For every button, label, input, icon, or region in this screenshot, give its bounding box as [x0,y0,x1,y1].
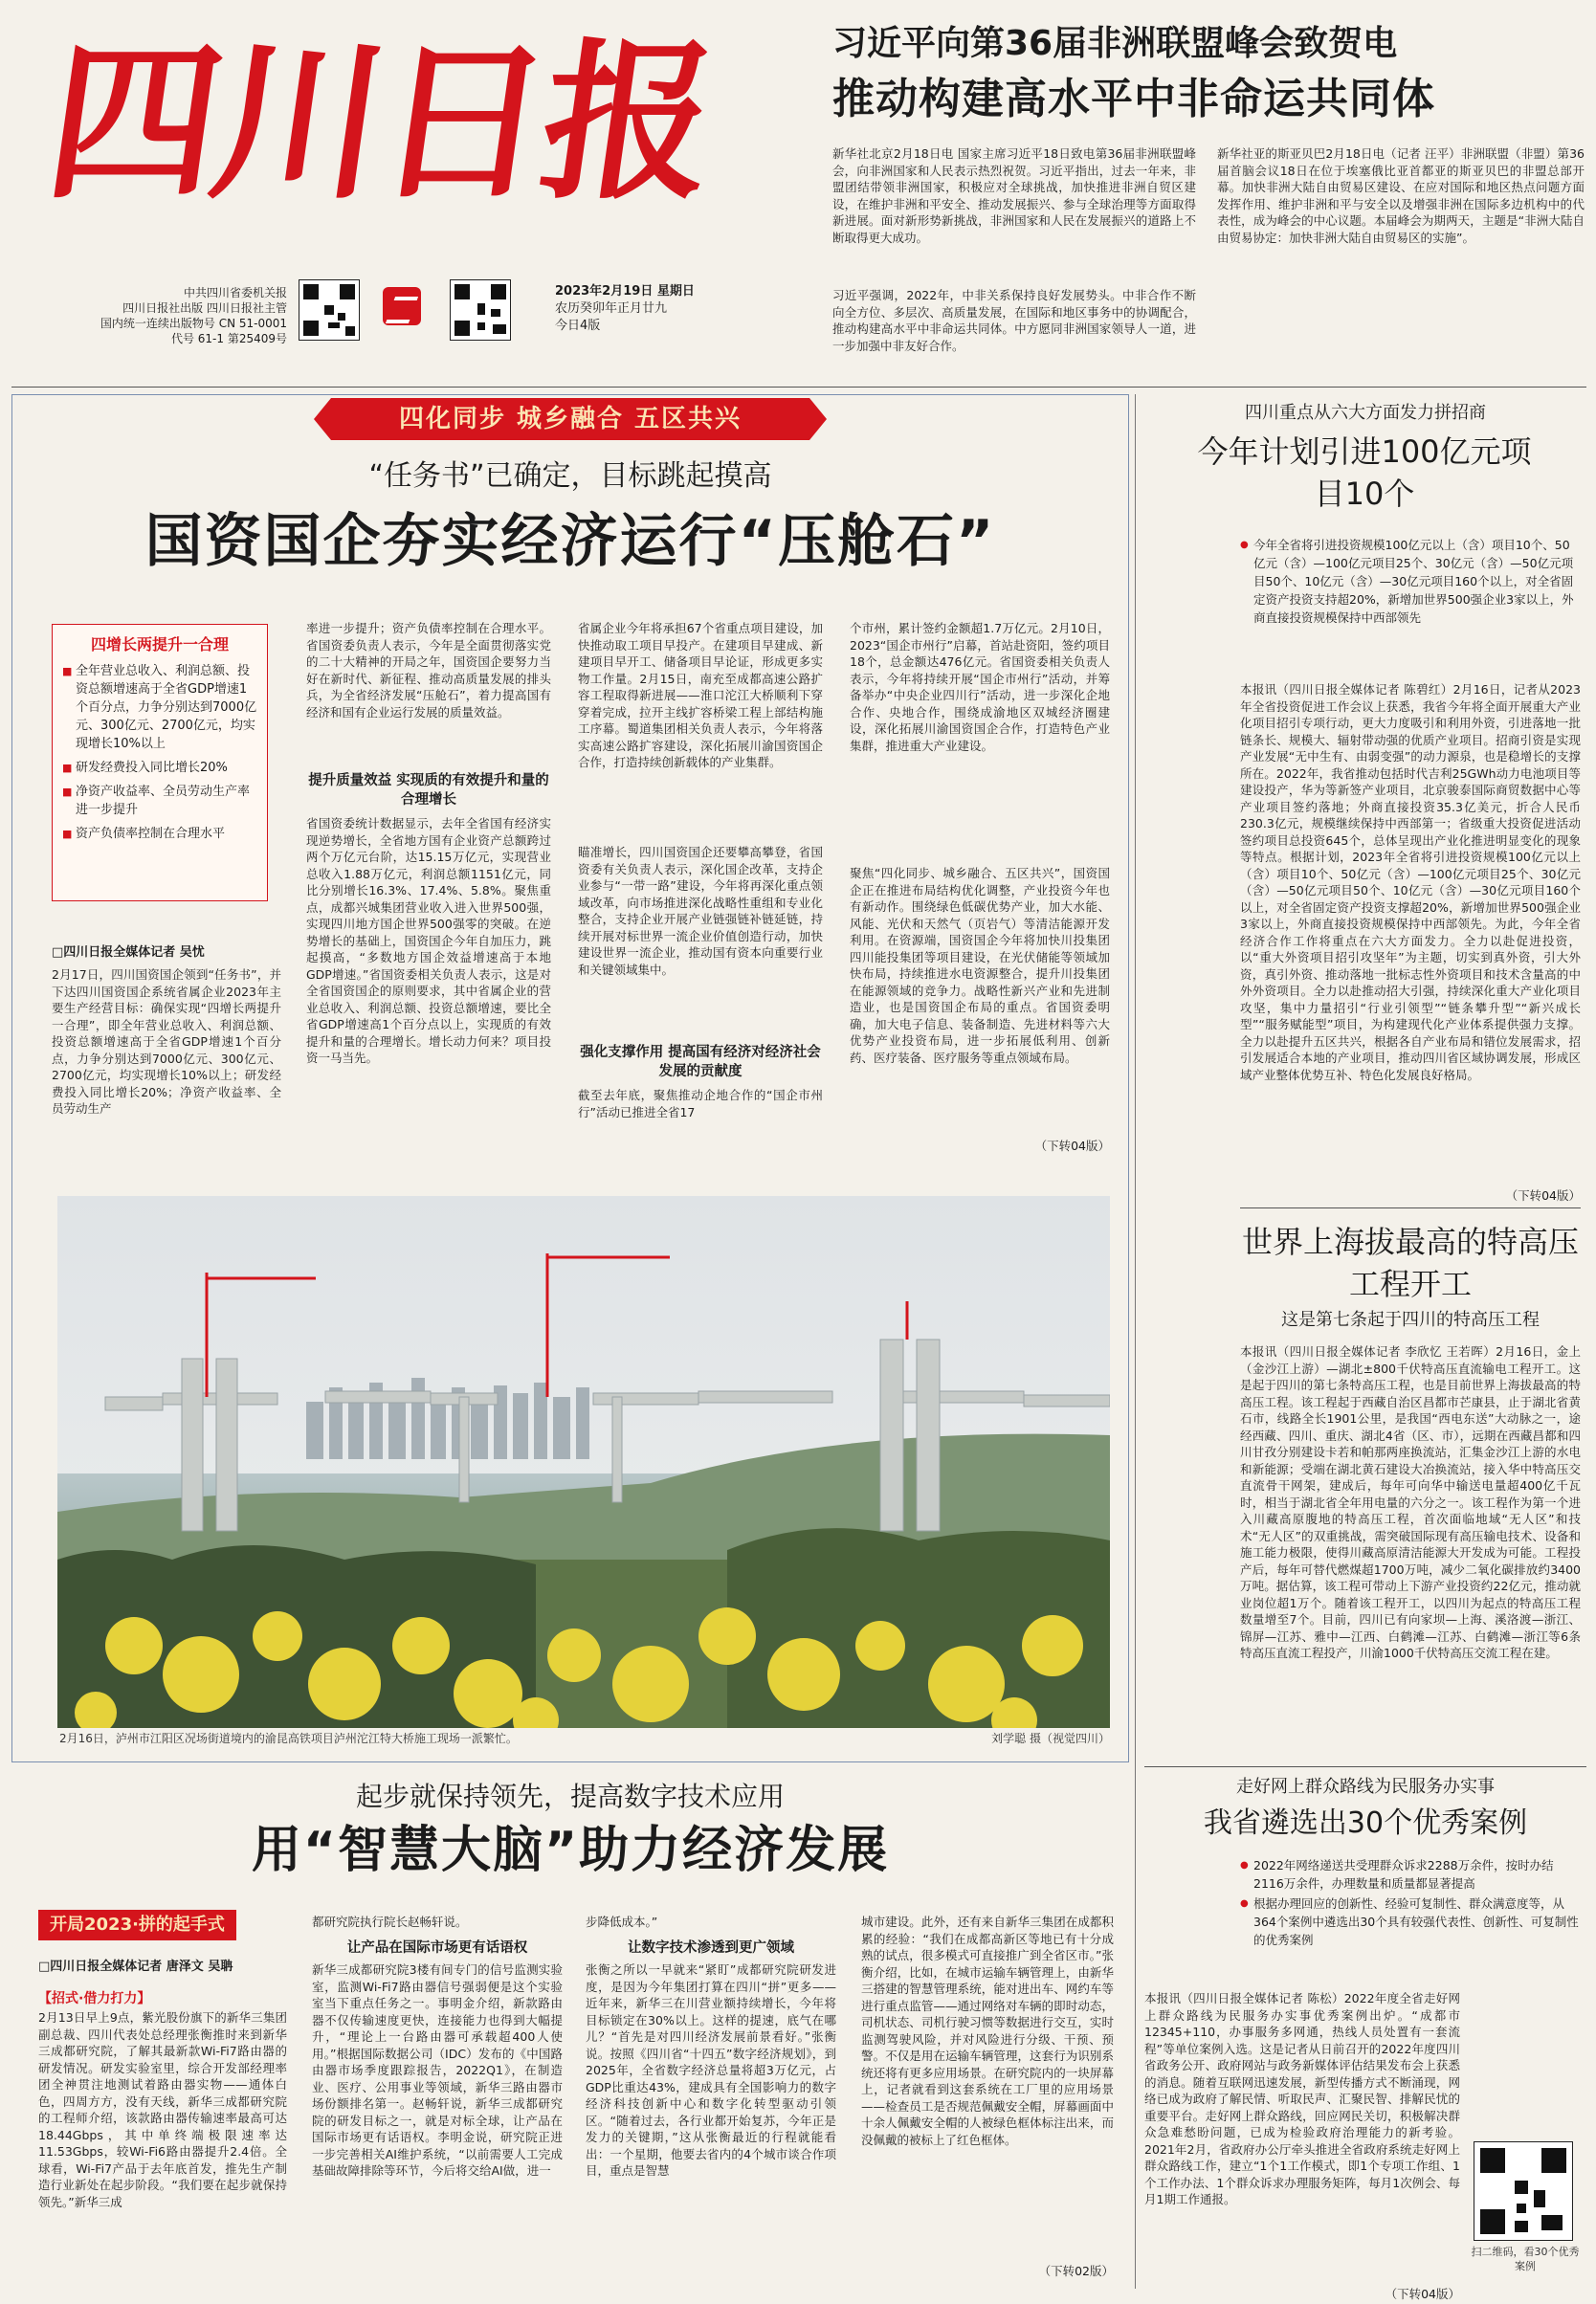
feature-turn: （下转04版） [1034,1139,1110,1153]
feature-col2a: 率进一步提升；资产负债率控制在合理水平。省国资委负责人表示，今年是全面贯彻落实党的二十大精神的开局之年，国资国企要努力当好在新时代、新征程、推动高质量发展的排头兵，为全省经济发展“压舱石”，着力提高国有经济和国有企业运行发展的质量效益。 [306,621,551,720]
right-mid-subhead: 这是第七条起于四川的特高压工程 [1281,1310,1540,1330]
second-byline: □四川日报全媒体记者 唐泽文 吴聃 [38,1960,233,1974]
second-col2-subhead: 让产品在国际市场更有话语权 [346,1940,528,1956]
feature-col2-subhead: 提升质量效益 实现质的有效提升和量的合理增长 [308,773,549,808]
qr-code-icon[interactable] [1474,2141,1573,2241]
right-top-body: 本报讯（四川日报全媒体记者 陈碧红）2月16日，记者从2023年全省投资促进工作会议上获悉，我省今年将全面开展重大产业化项目招引专项行动，更大力度吸引和利用外资，引进落地一批链条长、规模大、辐射带动强的优质产业项目。招商引资是实现产业发展“无中生有、由弱变强”的动力源泉，也是稳增长的支撑所在。2022年，我省推动包括时代吉利25GWh动力电池项目等建设投产，华为等新签产业项目，北京骏泰国际商贸数据中心等产业项目签约落地；外商直接投资35.3亿美元，折合人民币230.3亿元，规模继续保持中西部第一；省级重大投资促进活动签约项目总投资645个，总体呈现出产业化推进明显变化的现象等特点。根据计划，2023年全省将引进投资规模100亿元以上（含）项目10个、50亿元（含）—100亿元项目25个、30亿元（含）—50亿元项目50个、10亿元（含）—30亿元项目160个以上，对全省固定资产投资支撑超20%，新增加世界500强企业3家以上，外商直接投资规模保持中西部领先。为此，今年全省经济合作工作将重点在六大方面发力。全力以赴促进投资，以“重大外资项目招引攻坚年”为主题，切实到真外资，引大外资，真引外资、推动落地一批标志性外资项目和技术含量高的中外外资项目。全力以赴推动招大引强，持续深化重大产业化项目攻坚，集中力量招引“行业引领型”“链条攀升型”“新兴成长型”“服务赋能型”项目，为构建现代化产业体系提供强力支撑。全力以赴提升五区共兴，根据各自产业布局和错位发展需求，招引发展适合本地的产业项目，推动四川省区域协调发展，形成区域产业整体优势互补、特色化发展良好格局。 [1240,682,1581,1082]
second-col2b: 新华三成都研究院3楼有间专门的信号监测实验室，监测Wi-Fi7路由器信号强弱便是这个实验室当下重点任务之一。事明金介绍，新款路由器不仅传输速度更快，连接能力也得到大幅提升，“理论上一台路由器可承载超400人使用。”根据国际数据公司（IDC）发布的《中国路由器市场季度跟踪报告，2022Q1》，在制造业、医疗、公用事业等领域，新华三路由器市场份额排名第一。赵畅轩说，新华三成都研究院的研发目标之一，就是对标全球，让产品在国际市场更有话语权。李明金说，研究院正进一步完善相关AI维护系统，“以前需要人工完成基础故障排除等环节，今后将交给AI做，进一 [312,1962,563,2178]
pub-line: 代号 61-1 第25409号 [170,332,287,345]
feature-col3-subhead: 强化支撑作用 提高国有经济对经济社会发展的贡献度 [580,1045,821,1079]
series-tag: 开局2023·拼的起手式 [38,1910,236,1940]
top-story-col2: 习近平强调，2022年，中非关系保持良好发展势头。中非合作不断向全方位、多层次、高质量发展，在国际和地区事务中的协调配合，推动构建高水平中非命运共同体。中方愿同非洲国家领导人一道，进一步加强中非友好合作。 [832,288,1196,353]
publication-info [86,285,287,346]
second-headline: 用“智慧大脑”助力经济发展 [251,1822,890,1879]
photo-credit: 刘学聪 摄（视觉四川） [991,1732,1110,1745]
right-bottom-body: 本报讯（四川日报全媒体记者 陈松）2022年度全省走好网上群众路线为民服务办实事优秀案例出炉。“成都市12345+110，办事服务多网通，热线人员处置有一套流程”等单位案例入选。这是记者从日前召开的2022年度四川省政务公开、政府网站与政务新媒体评估结果发布会上获悉的消息。随着互联网迅速发展，新型传播方式不断涌现，网络已成为政府了解民情、听取民声、汇聚民智、排解民忧的重要平台。走好网上群众路线，回应网民关切，积极解决群众急难愁盼问题，已成为检验政府治理能力的新考验。2021年2月，省政府办公厅牵头推进全省政府系统走好网上群众路线工作，建立“1个1工作模式，即1个专项工作组、1个工作办法、1个群众诉求办理服务矩阵，每月1次例会、每月1期工作通报。 [1144,1991,1460,2206]
column-rule [1135,394,1136,2289]
feature-col4b: 聚焦“四化同步、城乡融合、五区共兴”，国资国企正在推进布局结构优化调整，产业投资今年也有新动作。围绕绿色低碳优势产业，加大水能、风能、光伏和天然气（页岩气）等清洁能源开发利用。在资源端，国资国企今年将加快川投集团四川能投集团等项目建设，在光伏储能等领域加快布局，持续推进水电资源整合，提升川投集团在能源领域的竞争力。战略性新兴产业和先进制造业，也是国资国企布局的重点。省国资委明确，加大电子信息、装备制造、先进材料等六大优势产业投资布局，进一步拓展低利用、创新药、医疗装备、医疗服务等重点领域布局。 [850,866,1110,1065]
pub-line: 国内统一连续出版物号 CN 51-0001 [100,317,287,330]
top-story-headline: 推动构建高水平中非命运共同体 [832,75,1435,123]
masthead-logo: 四川日报 [35,22,722,222]
top-story-col3: 新华社亚的斯亚贝巴2月18日电（记者 汪平）非洲联盟（非盟）第36届首脑会议18日在位于埃塞俄比亚首都亚的斯亚贝巴的非盟总部开幕。加快非洲大陆自由贸易区建设、在应对国际和地区热点问题方面发挥作用、维护非洲和平与安全以及增强非洲在国际多边机构中的代表性，成为峰会的中心议题。本届峰会为期两天，主题是“非洲大陆自由贸易协定：加快非洲大陆自由贸易区的实施”。 [1217,146,1585,245]
right-bottom-kicker: 走好网上群众路线为民服务办实事 [1236,1777,1495,1797]
right-bottom-turn: （下转04版） [1385,2287,1460,2301]
second-kicker: 起步就保持领先，提高数字技术应用 [355,1781,785,1812]
right-mid-headline: 世界上海拔最高的特高压工程开工 [1241,1224,1579,1302]
bullet-item: ● 2022年网络递送共受理群众诉求2288万余件，按时办结2116万余件，办理数量和质量都显著提高 [1240,1856,1581,1893]
keypoints-box [52,624,268,901]
bullet-item: ● 根据办理回应的创新性、经验可复制性、群众满意度等，从364个案例中遴选出30个具有较强代表性、创新性、可复制性的优秀案例 [1240,1894,1581,1949]
second-col3a: 步降低成本。” [586,1915,658,1929]
bridge-photo [57,1196,1110,1728]
second-col3b: 张衡之所以一早就来“紧盯”成都研究院研发进度，是因为今年集团打算在四川“拼”更多——近年来，新华三在川营业额持续增长，今年将目标锁定在30%以上。这样的提速，底气在哪儿？“首先是对四川经济发展前景看好。”张衡说。按照《四川省“十四五”数字经济规划》，到2025年，全省数字经济总量将超3万亿元，占GDP比重达43%，建成具有全国影响力的数字经济科技创新中心和数字化转型驱动引领区。“随着过去，各行业都开始复苏，今年正是发力的关键期，”这从张衡最近的行程就能看出：一个星期，他要去省内的4个城市谈合作项目，重点是智慧 [586,1962,836,2178]
second-col2a: 都研究院执行院长赵畅轩说。 [312,1915,468,1929]
qr-code-icon[interactable] [450,279,511,341]
feature-col4a: 个市州，累计签约金额超1.7万亿元。2月10日，2023“国企市州行”启幕，首站赴资阳，签约项目18个，总金额达476亿元。省国资委相关负责人表示，今年将持续开展“国企市州行”活动，并筹备举办“中央企业四川行”活动，进一步深化企地合作、央地合作，围绕成渝地区双城经济圈建设，深化拓展川渝国资国企合作，打造特色产业集群，推进重大产业建设。 [850,621,1110,753]
page-count: 今日4版 [555,319,601,333]
keypoint-item: ■ 研发经费投入同比增长20% [62,759,257,777]
feature-headline: 国资国企夯实经济运行“压舱石” [144,508,996,575]
keypoints-title: 四增长两提升一合理 [90,635,229,654]
pub-line: 四川日报社出版 四川日报社主管 [122,301,287,315]
bullet-item: ● 今年全省将引进投资规模100亿元以上（含）项目10个、50亿元（含）—100亿元项目25个、30亿元（含）—50亿元项目50个、10亿元（含）—30亿元项目160个以上，对全省固定资产投资支持超20%，新增加世界500强企业3家以上，外商直接投资规模保持中西部领先 [1240,536,1581,627]
photo-caption: 2月16日，泸州市江阳区况场街道境内的渝昆高铁项目泸州沱江特大桥施工现场一派繁忙。 [59,1732,518,1745]
second-red-subhead: 【招式·借力打力】 [38,1991,151,2006]
keypoint-item: ■ 资产负债率控制在合理水平 [62,825,257,843]
feature-kicker: “任务书”已确定，目标跳起摸高 [368,459,772,493]
right-top-bullet [1240,536,1581,649]
right-top-turn: （下转04版） [1505,1188,1581,1203]
right-top-kicker: 四川重点从六大方面发力拼招商 [1245,403,1486,423]
feature-col3a: 省属企业今年将承担67个省重点项目建设，加快推动取工项目早投产。在建项目早建成、新建项目早开工、储备项目早论证，形成更多实物工作量。2月15日，南充至成都高速公路扩容工程取得新进展——淮口沱江大桥顺利下穿穿着完成，拉开主线扩容桥梁工程上部结构施工序幕。蜀道集团相关负责人表示，今年将落实高速公路扩容建设，深化拓展川渝国资国企合作，打造持续创新载体的产业集群。 [578,621,823,769]
qr-code-icon[interactable] [299,279,360,341]
second-col1: 2月13日早上9点，紫光股份旗下的新华三集团副总裁、四川代表处总经理张衡推时来到新华三成都研究院，了解其最新款Wi-Fi7路由器的研发情况。研发实验室里，综合开发部经理率团全神贯注地测试着路由器实物——通体白色，四周方方，没有天线，新华三成都研究院的工程师介绍，该款路由器传输速率最高可达18.44Gbps，其中单终端极限速率达11.53Gbps，较Wi-Fi6路由器提升2.4倍。全球看，Wi-Fi7产品于去年底首发，推先生产制造行业新处在起步阶段。“我们要在起步就保持领先。”新华三成 [38,2010,287,2209]
keypoint-item: ■ 净资产收益率、全员劳动生产率进一步提升 [62,783,257,819]
top-story-kicker: 习近平向第36届非洲联盟峰会致贺电 [832,24,1398,63]
feature-byline: □四川日报全媒体记者 吴忧 [52,945,205,960]
feature-col3c: 截至去年底，聚焦推动企地合作的“国企市州行”活动已推进全省17 [578,1088,823,1119]
top-story-col1: 新华社北京2月18日电 国家主席习近平18日致电第36届非洲联盟峰会，向非洲国家和人民表示热烈祝贺。习近平指出，过去一年来，非盟团结带领非洲国家，积极应对全球挑战，加快推进非洲自贸区建设，在维护非洲和平安全、推动发展振兴、参与全球治理等方面取得新进展。面对新形势新挑战，非洲国家和人民在发展振兴的道路上不断取得更大成功。 [832,146,1196,245]
lunar-date: 农历癸卯年正月廿九 [555,301,668,316]
right-bottom-headline: 我省遴选出30个优秀案例 [1203,1806,1528,1840]
feature-banner: 四化同步 城乡融合 五区共兴 [331,398,809,440]
second-turn: （下转02版） [1038,2264,1114,2278]
qr-caption: 扫二维码，看30个优秀案例 [1471,2246,1580,2272]
second-col3-subhead: 让数字技术渗透到更广领域 [628,1940,794,1956]
feature-col2b: 省国资委统计数据显示，去年全省国有经济实现逆势增长，全省地方国有企业资产总额跨过两个万亿元台阶，达15.15万亿元，实现营业总收入1.88万亿元，利润总额1151亿元，同比分别增长16.3%、17.4%、5.8%。聚焦重点，成都兴城集团营业收入进入世界500强，实现四川地方国企世界500强零的突破。在逆势增长的基础上，国资国企今年自加压力，跳起摸高，“多数地方国企效益增速高于本地GDP增速。”省国资委相关负责人表示，这是对全省国资国企的原则要求，其中省属企业的营业总收入、利润总额、投资总额增速，要比全省GDP增速高1个百分点以上，实现质的有效提升和量的合理增长。增长动力何来？项目投资一马当先。 [306,816,551,1065]
divider [1240,1207,1581,1208]
right-mid-body: 本报讯（四川日报全媒体记者 李欣忆 王若晖）2月16日，金上（金沙江上游）—湖北±800千伏特高压直流输电工程开工。这是起于四川的第七条特高压工程，也是目前世界上海拔最高的特高压工程。该工程起于西藏自治区昌都市芒康县，止于湖北省黄石市，线路全长1901公里，是我国“西电东送”大动脉之一，途经西藏、四川、重庆、湖北4省（区、市），远期在西藏昌都和四川甘孜分别建设卡若和帕那两座换流站，汇集金沙江上游的水电和新能源；受端在湖北黄石建设大冶换流站，接入华中特高压交直流骨干网架，建成后，每年可向华中输送电量超400亿千瓦时，相当于湖北省全年用电量的六分之一。该工程作为第一个进入川藏高原腹地的特高压工程，首次面临地域“无人区”和技术“无人区”的双重挑战，需突破国际现有高压输电技术、设备和施工能力极限，使得川藏高原清洁能源大开发成为可能。工程投产后，每年可替代燃煤超1700万吨，减少二氧化碳排放约3400万吨。据估算，该工程可带动上下游产业投资约22亿元，推动就业岗位超1万个。随着该工程开工，以四川为起点的特高压工程数量增至7个。目前，四川已有向家坝—上海、溪洛渡—浙江、锦屏—江苏、雅中—江西、白鹤滩—江苏、白鹤滩—浙江等6条特高压直流工程投产，川渝1000千伏特高压交流工程在建。 [1240,1344,1581,1660]
pub-line: 中共四川省委机关报 [183,286,287,299]
divider [1144,1766,1586,1767]
keypoint-item: ■ 全年营业总收入、利润总额、投资总额增速高于全省GDP增速1个百分点，力争分别达到7000亿元、300亿元、2700亿元，均实现增长10%以上 [62,662,257,753]
divider [11,387,1586,388]
date-block [555,283,698,335]
second-col4: 城市建设。此外，还有来自新华三集团在成都积累的经验：“我们在成都高新区等地已有十分成熟的试点，很多模式可直接推广到全省区市。”张衡介绍，比如，在城市运输车辆管理上，由新华三搭建的智慧管理系统，能对进出车、网约车等进行重点监管——通过网络对车辆的即时动态，司机状态、司机行驶习惯等数据进行交互，实时监测驾驶风险，并对风险进行分级、干预、预警。不仅是用在运输车辆管理，这套行为识别系统还将有更多应用场景。在研究院内的一块屏幕上，记者就看到这套系统在工厂里的应用场景——检查员工是否规范佩戴安全帽，屏幕画面中十余人佩戴安全帽的人被绿色框体标注出来，而没佩戴的被标上了红色框体。 [861,1915,1114,2147]
feature-col3b: 瞄准增长，四川国资国企还要攀高攀登，省国资委有关负责人表示，深化国企改革，支持企业参与“一带一路”建设，今年将再深化重点领域改革，向市场推进深化战略性重组和专业化整合，支持企业开展产业链强链补链延链，持续开展对标世界一流企业价值创造行动，加快建设世界一流企业，推动国有资本向重要行业和关键领域集中。 [578,845,823,977]
right-top-headline: 今年计划引进100亿元项目10个 [1197,433,1532,512]
feature-col1: 2月17日，四川国资国企领到“任务书”，并下达四川国资国企系统省属企业2023年主要生产经营目标：确保实现“四增长两提升一合理”，即全年营业总收入、利润总额、投资总额增速高于全省GDP增速1个百分点，力争分别达到7000亿元、300亿元、2700亿元，均实现增长10%以上；研发经费投入同比增长20%；净资产收益率、全员劳动生产 [52,967,281,1116]
newspaper-logo-icon [383,287,421,325]
right-bottom-bullets [1240,1856,1581,1963]
issue-date: 2023年2月19日 星期日 [555,284,695,299]
